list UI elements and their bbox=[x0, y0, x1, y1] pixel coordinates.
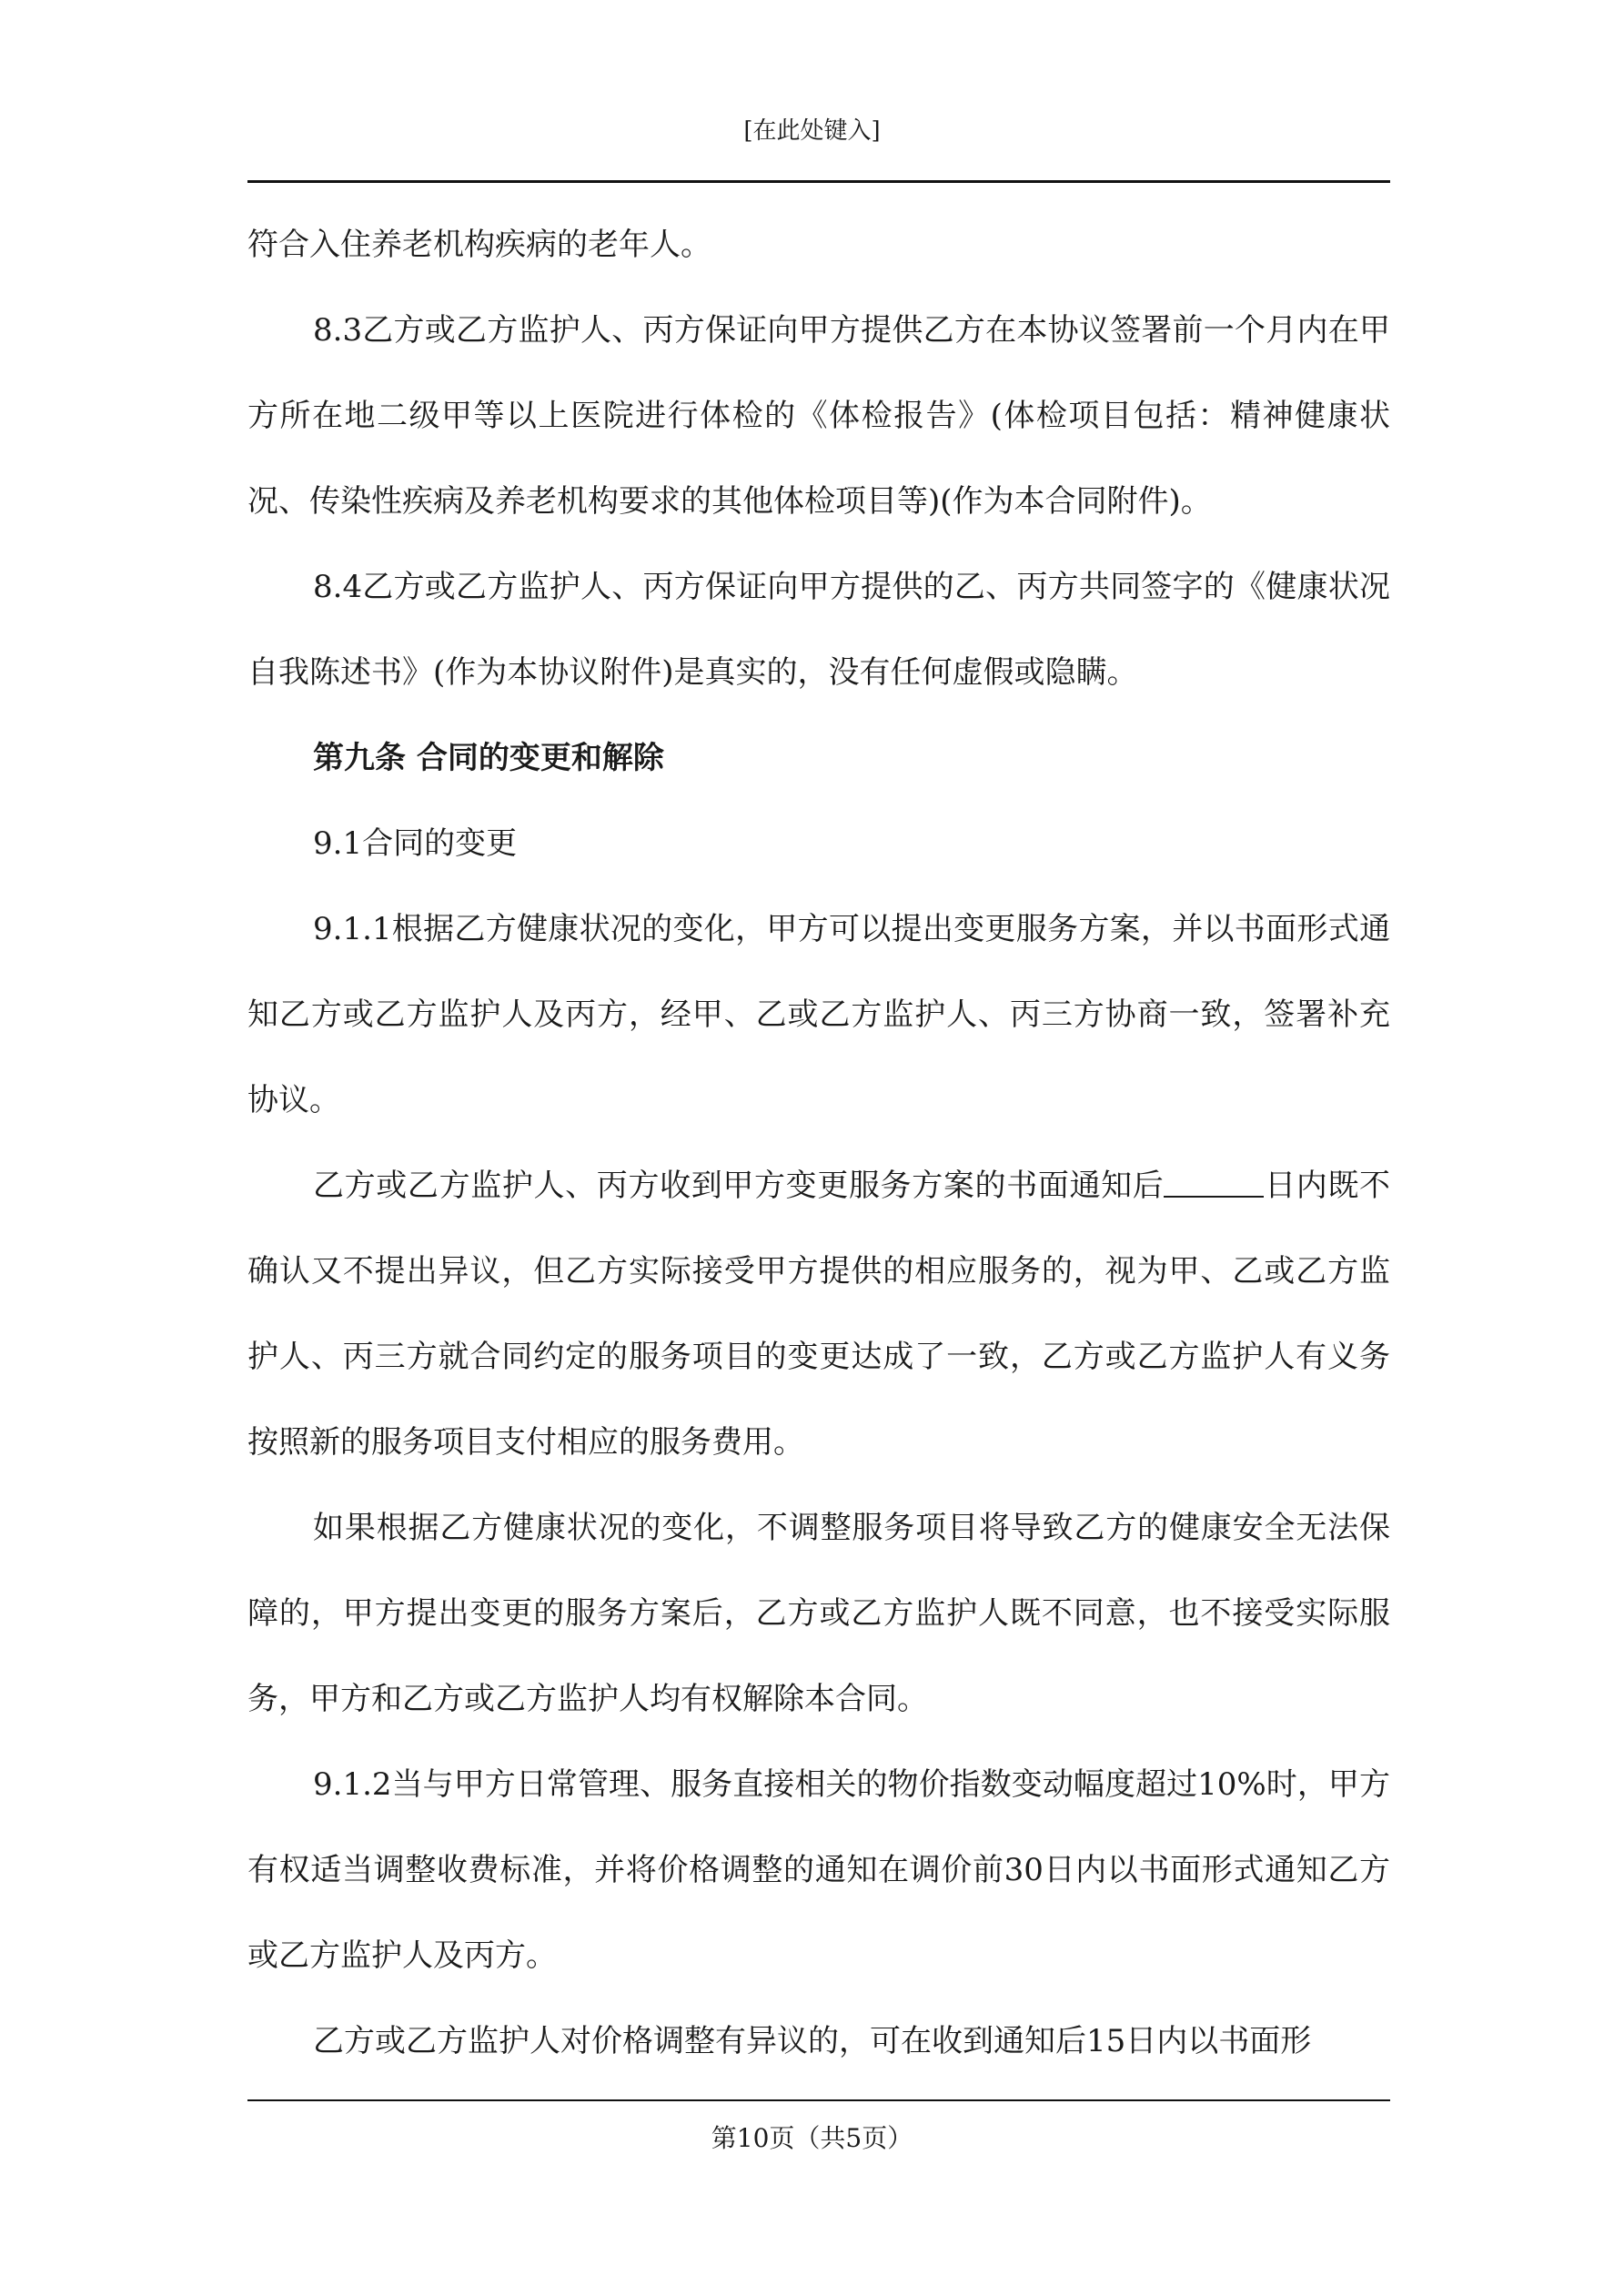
paragraph-notice-days bbox=[247, 1143, 1390, 1485]
clause-8-4: 8.4乙方或乙方监护人、丙方保证向甲方提供的乙、丙方共同签字的《健康状况自我陈述书》(作为本协议附件)是真实的，没有任何虚假或隐瞒。 bbox=[247, 569, 1390, 691]
clause-8-3: 8.3乙方或乙方监护人、丙方保证向甲方提供乙方在本协议签署前一个月内在甲方所在地二级甲等以上医院进行体检的《体检报告》(体检项目包括：精神健康状况、传染性疾病及养老机构要求的其他体检项目等)(作为本合同附件)。 bbox=[247, 312, 1390, 520]
paragraph-price-objection: 乙方或乙方监护人对价格调整有异议的，可在收到通知后15日内以书面形 bbox=[313, 2023, 1312, 2059]
notice-text-after-blank: 日内既不确认又不提出异议，但乙方实际接受甲方提供的相应服务的，视为甲、乙或乙方监护人、丙三方就合同约定的服务项目的变更达成了一致，乙方或乙方监护人有义务按照新的服务项目支付相应的服务费用。 bbox=[247, 1168, 1391, 1461]
fill-in-blank bbox=[1164, 1165, 1264, 1198]
article-9-heading: 第九条 合同的变更和解除 bbox=[313, 740, 664, 776]
header-rule bbox=[247, 180, 1390, 183]
document-body bbox=[247, 202, 1390, 2084]
page-header: [在此处键入] bbox=[743, 117, 881, 145]
notice-text-before-blank: 乙方或乙方监护人、丙方收到甲方变更服务方案的书面通知后 bbox=[313, 1168, 1165, 1204]
paragraph-continuation: 符合入住养老机构疾病的老年人。 bbox=[247, 227, 711, 263]
footer-rule bbox=[247, 2099, 1390, 2101]
clause-9-1: 9.1合同的变更 bbox=[313, 825, 518, 862]
page-footer: 第10页（共5页） bbox=[711, 2123, 913, 2153]
clause-9-1-2: 9.1.2当与甲方日常管理、服务直接相关的物价指数变动幅度超过10%时，甲方有权适当调整收费标准，并将价格调整的通知在调价前30日内以书面形式通知乙方或乙方监护人及丙方。 bbox=[247, 1766, 1390, 1974]
paragraph-health-change: 如果根据乙方健康状况的变化，不调整服务项目将导致乙方的健康安全无法保障的，甲方提出变更的服务方案后，乙方或乙方监护人既不同意，也不接受实际服务，甲方和乙方或乙方监护人均有权解除本合同。 bbox=[247, 1510, 1390, 1717]
clause-9-1-1: 9.1.1根据乙方健康状况的变化，甲方可以提出变更服务方案，并以书面形式通知乙方或乙方监护人及丙方，经甲、乙或乙方监护人、丙三方协商一致，签署补充协议。 bbox=[247, 911, 1390, 1118]
